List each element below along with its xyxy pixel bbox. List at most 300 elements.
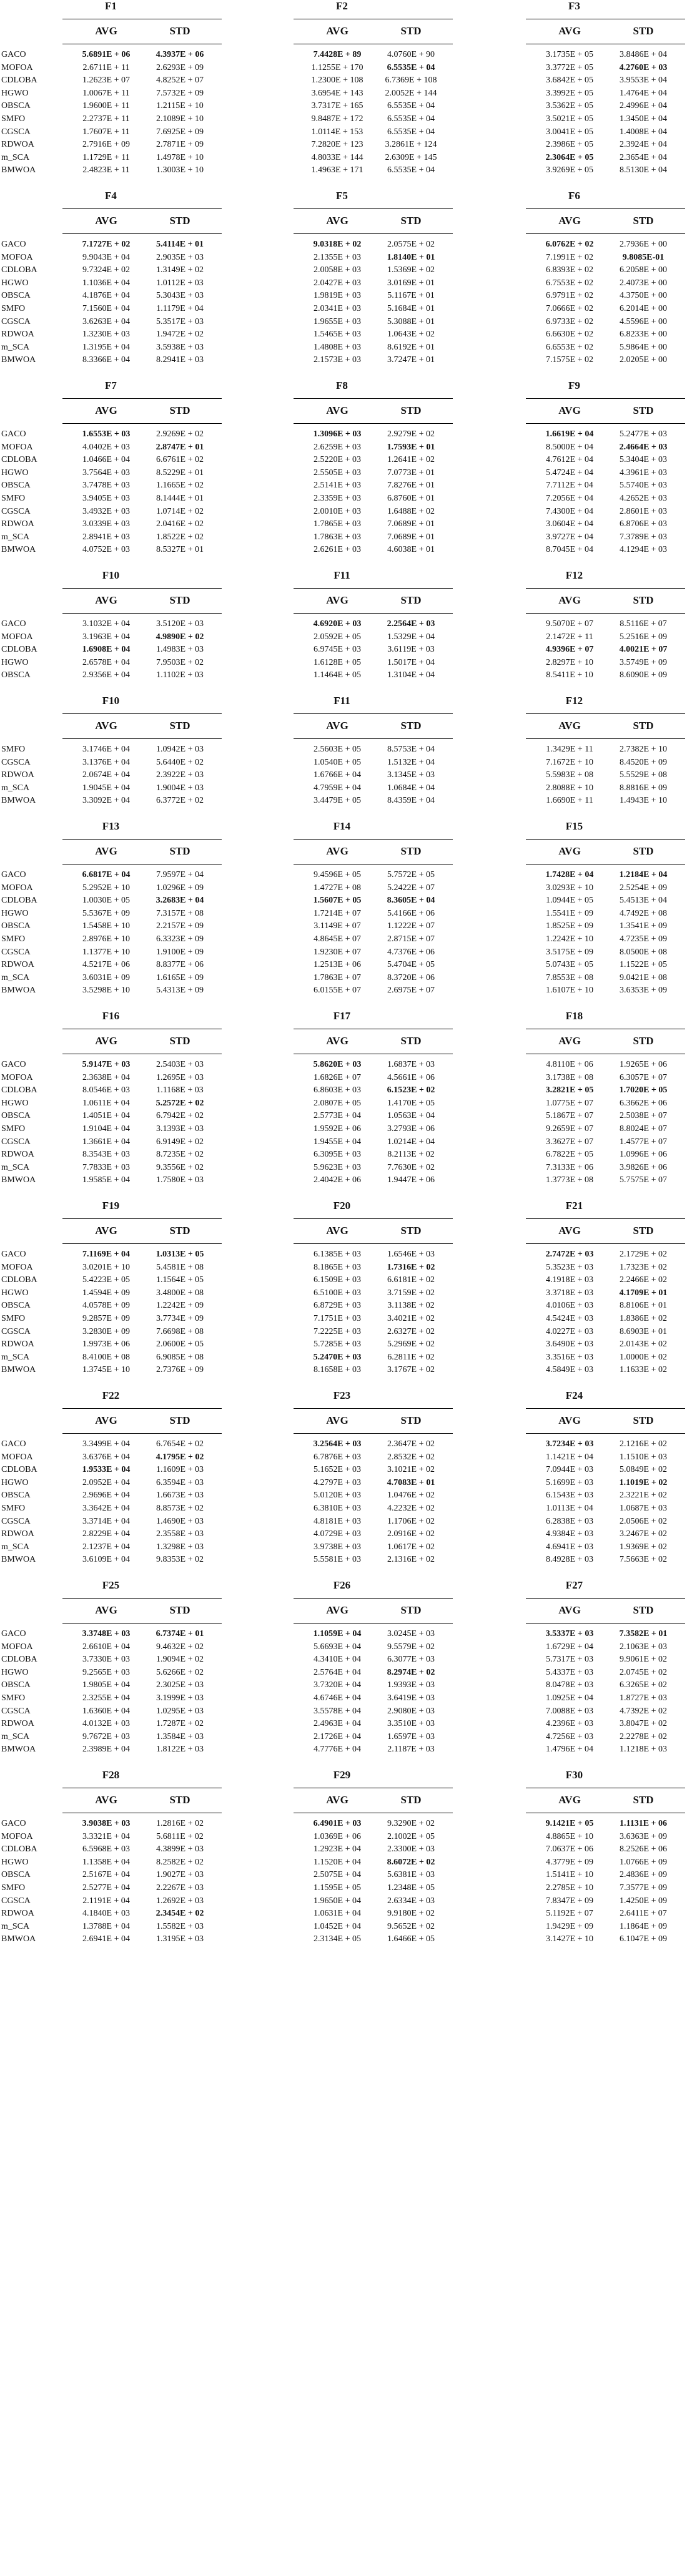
avg-value: 1.6553E + 03 xyxy=(82,429,131,439)
avg-value: 1.1358E + 04 xyxy=(82,1857,130,1867)
avg-value: 2.2785E + 10 xyxy=(546,1883,593,1893)
header-rule xyxy=(294,233,453,234)
avg-value: 1.4796E + 04 xyxy=(546,1745,593,1755)
std-value: 5.9864E + 00 xyxy=(620,342,667,352)
function-group-1 xyxy=(0,0,687,185)
avg-value: 4.9384E + 03 xyxy=(546,1529,593,1539)
function-group-2 xyxy=(0,190,687,375)
std-value: 2.0052E + 144 xyxy=(385,88,437,98)
std-value: 1.1665E + 02 xyxy=(156,481,204,491)
function-title-f18: F18 xyxy=(565,1010,583,1022)
algorithm-label: CGSCA xyxy=(1,506,31,516)
avg-value: 1.6908E + 04 xyxy=(82,645,131,655)
std-value: 1.1218E + 03 xyxy=(620,1745,667,1755)
avg-value: 2.5773E + 04 xyxy=(314,1111,361,1121)
avg-value: 1.6690E + 11 xyxy=(546,796,593,806)
avg-value: 8.4928E + 03 xyxy=(546,1555,593,1565)
avg-value: 6.8603E + 03 xyxy=(314,1085,361,1095)
std-value: 2.4836E + 09 xyxy=(620,1870,667,1880)
avg-value: 3.9038E + 03 xyxy=(82,1819,131,1828)
algorithm-label: m_SCA xyxy=(1,1542,30,1552)
avg-value: 6.6817E + 04 xyxy=(82,870,131,879)
algorithm-label: MOFOA xyxy=(1,1642,33,1652)
avg-value: 1.5607E + 05 xyxy=(313,896,362,906)
avg-value: 1.3195E + 04 xyxy=(82,342,130,352)
top-rule xyxy=(294,1218,453,1219)
std-value: 6.6181E + 02 xyxy=(387,1275,435,1285)
avg-header: AVG xyxy=(95,404,117,416)
avg-value: 1.1729E + 11 xyxy=(82,152,130,162)
function-title-f11: F11 xyxy=(334,695,350,707)
header-rule xyxy=(526,233,685,234)
std-header: STD xyxy=(633,1035,654,1047)
header-rule xyxy=(294,613,453,614)
std-header: STD xyxy=(633,1794,654,1806)
avg-value: 6.0762E + 02 xyxy=(545,240,594,249)
std-value: 1.1609E + 03 xyxy=(156,1465,204,1475)
std-value: 5.4166E + 06 xyxy=(387,908,435,918)
avg-value: 1.5541E + 09 xyxy=(546,908,593,918)
std-value: 3.9826E + 06 xyxy=(620,1162,667,1172)
std-value: 3.8047E + 02 xyxy=(620,1719,667,1729)
std-value: 9.4632E + 02 xyxy=(156,1642,204,1652)
algorithm-label: OBSCA xyxy=(1,481,31,491)
avg-value: 1.7863E + 07 xyxy=(314,972,361,982)
function-title-f29: F29 xyxy=(333,1769,351,1781)
avg-value: 2.3989E + 04 xyxy=(82,1745,130,1755)
std-value: 6.8233E + 00 xyxy=(620,330,667,340)
std-value: 1.0714E + 02 xyxy=(156,506,204,516)
std-value: 3.7159E + 02 xyxy=(387,1288,435,1298)
top-rule xyxy=(62,1598,222,1599)
avg-header: AVG xyxy=(558,594,581,606)
avg-value: 4.8110E + 06 xyxy=(546,1060,593,1069)
std-value: 1.1510E + 03 xyxy=(620,1452,667,1462)
avg-value: 7.2225E + 03 xyxy=(314,1326,361,1336)
avg-header: AVG xyxy=(95,720,117,732)
avg-value: 3.6376E + 04 xyxy=(82,1452,130,1462)
avg-header: AVG xyxy=(558,215,581,227)
std-value: 1.5132E + 04 xyxy=(387,757,435,767)
algorithm-label: m_SCA xyxy=(1,1352,30,1362)
avg-header: AVG xyxy=(95,1225,117,1237)
std-value: 2.3300E + 03 xyxy=(387,1844,435,1854)
std-value: 6.7942E + 02 xyxy=(156,1111,204,1121)
avg-value: 3.3627E + 07 xyxy=(546,1137,593,1147)
algorithm-label: HGWO xyxy=(1,1098,29,1108)
avg-value: 1.3429E + 11 xyxy=(546,745,593,754)
std-value: 2.0143E + 02 xyxy=(620,1339,667,1349)
avg-value: 1.4963E + 171 xyxy=(311,165,363,175)
std-value: 6.5535E + 04 xyxy=(387,127,435,137)
algorithm-label: RDWOA xyxy=(1,1719,34,1729)
std-value: 4.1294E + 03 xyxy=(620,545,667,555)
algorithm-label: MOFOA xyxy=(1,252,33,262)
std-header: STD xyxy=(169,594,190,606)
std-value: 3.2793E + 06 xyxy=(387,1124,435,1134)
std-value: 1.2348E + 05 xyxy=(387,1883,435,1893)
avg-value: 3.5337E + 03 xyxy=(545,1629,594,1638)
std-value: 5.4513E + 04 xyxy=(620,896,667,906)
avg-value: 2.8941E + 03 xyxy=(82,532,130,542)
avg-value: 5.8620E + 03 xyxy=(313,1060,362,1069)
std-value: 1.8386E + 02 xyxy=(620,1314,667,1323)
std-value: 1.9265E + 06 xyxy=(620,1060,667,1069)
header-rule xyxy=(294,1243,453,1244)
std-value: 7.0773E + 01 xyxy=(387,468,435,477)
std-value: 3.1767E + 02 xyxy=(387,1365,435,1375)
std-value: 5.4704E + 05 xyxy=(387,960,435,970)
std-value: 2.0205E + 00 xyxy=(620,355,667,365)
avg-value: 3.7330E + 03 xyxy=(82,1655,130,1665)
avg-value: 5.6891E + 06 xyxy=(82,50,131,59)
avg-header: AVG xyxy=(326,845,348,857)
avg-value: 5.9623E + 03 xyxy=(314,1162,361,1172)
avg-value: 7.1560E + 04 xyxy=(82,304,130,313)
algorithm-label: CDLOBA xyxy=(1,1655,37,1665)
std-value: 2.7936E + 00 xyxy=(620,240,667,249)
avg-value: 6.8729E + 03 xyxy=(314,1301,361,1311)
std-value: 2.4073E + 00 xyxy=(620,278,667,288)
avg-value: 1.9455E + 04 xyxy=(314,1137,361,1147)
avg-header: AVG xyxy=(558,1414,581,1426)
avg-value: 8.5411E + 10 xyxy=(546,670,593,680)
avg-value: 1.9805E + 04 xyxy=(82,1680,130,1690)
avg-value: 6.4901E + 03 xyxy=(313,1819,362,1828)
std-value: 4.0021E + 07 xyxy=(619,645,668,655)
std-value: 7.3577E + 09 xyxy=(620,1883,667,1893)
avg-value: 1.6107E + 10 xyxy=(546,986,593,996)
std-value: 5.2477E + 03 xyxy=(620,429,667,439)
std-value: 8.6090E + 09 xyxy=(620,670,667,680)
top-rule xyxy=(62,588,222,589)
std-value: 6.8760E + 01 xyxy=(387,494,435,503)
function-title-f17: F17 xyxy=(333,1010,351,1022)
std-value: 2.4996E + 04 xyxy=(620,101,667,111)
std-header: STD xyxy=(633,1414,654,1426)
std-value: 1.8727E + 03 xyxy=(620,1693,667,1703)
algorithm-label: GACO xyxy=(1,1629,26,1638)
std-value: 4.7235E + 09 xyxy=(620,934,667,944)
std-value: 8.2582E + 02 xyxy=(156,1857,204,1867)
std-header: STD xyxy=(633,215,654,227)
avg-value: 9.7672E + 03 xyxy=(82,1731,130,1741)
avg-value: 1.0114E + 153 xyxy=(311,127,363,137)
avg-header: AVG xyxy=(558,1225,581,1237)
std-value: 2.3654E + 04 xyxy=(620,152,667,162)
std-value: 7.6698E + 08 xyxy=(156,1326,204,1336)
avg-header: AVG xyxy=(95,25,117,37)
avg-value: 1.3745E + 10 xyxy=(82,1365,130,1375)
algorithm-label: BMWOA xyxy=(1,165,36,175)
avg-value: 1.7428E + 04 xyxy=(545,870,594,879)
top-rule xyxy=(294,398,453,399)
function-title-f7: F7 xyxy=(105,380,117,391)
avg-value: 2.0010E + 03 xyxy=(314,506,361,516)
std-value: 5.4581E + 08 xyxy=(156,1262,204,1272)
std-value: 1.7316E + 02 xyxy=(387,1262,435,1272)
algorithm-label: m_SCA xyxy=(1,1731,30,1741)
std-value: 2.8715E + 07 xyxy=(387,934,435,944)
std-value: 7.5663E + 02 xyxy=(620,1555,667,1565)
algorithm-label: CDLOBA xyxy=(1,455,37,465)
header-rule xyxy=(62,613,222,614)
std-value: 1.4008E + 04 xyxy=(620,127,667,137)
algorithm-label: GACO xyxy=(1,1250,26,1259)
avg-value: 2.0058E + 03 xyxy=(314,265,361,275)
std-value: 1.7593E + 01 xyxy=(387,442,435,452)
avg-value: 2.5603E + 05 xyxy=(314,745,361,754)
algorithm-label: m_SCA xyxy=(1,152,30,162)
std-value: 8.6903E + 01 xyxy=(620,1326,667,1336)
std-value: 1.1864E + 09 xyxy=(620,1921,667,1931)
avg-value: 3.7478E + 03 xyxy=(82,481,130,491)
std-value: 1.0214E + 04 xyxy=(387,1137,435,1147)
std-value: 1.3541E + 09 xyxy=(620,921,667,931)
algorithm-label: RDWOA xyxy=(1,330,34,340)
std-value: 1.8122E + 03 xyxy=(156,1745,204,1755)
algorithm-label: OBSCA xyxy=(1,291,31,301)
std-value: 5.5740E + 03 xyxy=(620,481,667,491)
function-title-f24: F24 xyxy=(565,1389,583,1401)
std-value: 1.0643E + 02 xyxy=(387,330,435,340)
avg-value: 9.9043E + 04 xyxy=(82,252,130,262)
std-value: 7.5732E + 09 xyxy=(156,88,204,98)
std-value: 3.9553E + 04 xyxy=(620,76,667,86)
avg-value: 1.9533E + 04 xyxy=(82,1465,131,1475)
algorithm-label: SMFO xyxy=(1,114,26,124)
std-value: 6.8706E + 03 xyxy=(620,519,667,529)
header-rule xyxy=(526,613,685,614)
algorithm-label: HGWO xyxy=(1,1288,29,1298)
std-header: STD xyxy=(169,215,190,227)
std-value: 2.2267E + 03 xyxy=(156,1883,204,1893)
algorithm-label: OBSCA xyxy=(1,1111,31,1121)
std-value: 7.3789E + 03 xyxy=(620,532,667,542)
std-value: 1.3584E + 03 xyxy=(156,1731,204,1741)
avg-value: 1.1421E + 04 xyxy=(546,1452,593,1462)
std-value: 1.3003E + 10 xyxy=(156,165,204,175)
std-value: 2.0745E + 02 xyxy=(620,1667,667,1677)
std-value: 3.4021E + 02 xyxy=(387,1314,435,1323)
avg-value: 2.7472E + 03 xyxy=(545,1250,594,1259)
top-rule xyxy=(526,1408,685,1409)
avg-value: 1.2300E + 108 xyxy=(311,76,363,86)
avg-value: 1.6766E + 04 xyxy=(314,770,361,780)
avg-value: 5.4337E + 03 xyxy=(546,1667,593,1677)
std-value: 1.8522E + 02 xyxy=(156,532,204,542)
std-value: 4.2760E + 03 xyxy=(619,62,668,72)
std-value: 1.2242E + 09 xyxy=(156,1301,204,1311)
avg-value: 6.2838E + 03 xyxy=(546,1516,593,1526)
algorithm-label: MOFOA xyxy=(1,62,33,72)
avg-value: 4.0578E + 09 xyxy=(82,1301,130,1311)
avg-value: 3.6954E + 143 xyxy=(311,88,363,98)
std-value: 2.8747E + 01 xyxy=(156,442,204,452)
std-value: 2.5254E + 09 xyxy=(620,883,667,893)
std-value: 6.3772E + 02 xyxy=(156,796,204,806)
top-rule xyxy=(526,588,685,589)
std-value: 2.6327E + 02 xyxy=(387,1326,435,1336)
std-value: 2.9080E + 03 xyxy=(387,1706,435,1716)
std-value: 2.3454E + 02 xyxy=(156,1909,204,1919)
avg-value: 7.4428E + 89 xyxy=(313,50,362,59)
std-value: 6.9085E + 08 xyxy=(156,1352,204,1362)
std-value: 6.1047E + 09 xyxy=(620,1934,667,1944)
avg-value: 1.3661E + 04 xyxy=(82,1137,130,1147)
avg-value: 6.1509E + 03 xyxy=(314,1275,361,1285)
avg-value: 1.6360E + 04 xyxy=(82,1706,130,1716)
algorithm-label: GACO xyxy=(1,619,26,629)
std-value: 2.9035E + 03 xyxy=(156,252,204,262)
avg-value: 1.4051E + 04 xyxy=(82,1111,130,1121)
avg-value: 1.3788E + 04 xyxy=(82,1921,130,1931)
avg-value: 2.1355E + 03 xyxy=(314,252,361,262)
algorithm-label: CGSCA xyxy=(1,757,31,767)
header-rule xyxy=(62,423,222,424)
std-header: STD xyxy=(633,1225,654,1237)
avg-value: 1.5458E + 10 xyxy=(82,921,130,931)
std-value: 6.2811E + 02 xyxy=(387,1352,435,1362)
algorithm-label: BMWOA xyxy=(1,1365,36,1375)
avg-value: 4.7776E + 04 xyxy=(314,1745,361,1755)
function-title-f8: F8 xyxy=(336,380,348,391)
avg-value: 6.1543E + 03 xyxy=(546,1491,593,1501)
std-value: 9.3290E + 02 xyxy=(387,1819,435,1828)
avg-value: 1.7214E + 07 xyxy=(314,908,361,918)
avg-value: 6.1385E + 03 xyxy=(314,1250,361,1259)
avg-value: 4.8181E + 03 xyxy=(314,1516,361,1526)
algorithm-label: HGWO xyxy=(1,1477,29,1487)
avg-value: 2.0674E + 04 xyxy=(82,770,130,780)
avg-value: 6.9745E + 03 xyxy=(314,645,361,655)
std-value: 1.7580E + 03 xyxy=(156,1175,204,1185)
avg-value: 2.5141E + 03 xyxy=(314,481,361,491)
algorithm-label: m_SCA xyxy=(1,1921,30,1931)
algorithm-label: GACO xyxy=(1,1439,26,1449)
avg-value: 3.3714E + 04 xyxy=(82,1516,130,1526)
std-value: 2.1089E + 10 xyxy=(156,114,204,124)
function-title-f11: F11 xyxy=(334,569,350,581)
avg-value: 5.3523E + 03 xyxy=(546,1262,593,1272)
avg-value: 3.3499E + 04 xyxy=(82,1439,130,1449)
avg-value: 7.2820E + 123 xyxy=(311,140,363,150)
std-value: 2.1729E + 02 xyxy=(620,1250,667,1259)
algorithm-label: CDLOBA xyxy=(1,76,37,86)
std-value: 5.4114E + 01 xyxy=(156,240,204,249)
std-value: 3.6353E + 09 xyxy=(620,986,667,996)
avg-value: 3.3092E + 04 xyxy=(82,796,130,806)
avg-value: 7.1575E + 02 xyxy=(546,355,593,365)
algorithm-label: OBSCA xyxy=(1,670,31,680)
avg-header: AVG xyxy=(558,25,581,37)
std-header: STD xyxy=(633,594,654,606)
function-title-f12: F12 xyxy=(565,569,583,581)
header-rule xyxy=(526,423,685,424)
std-value: 5.1684E + 01 xyxy=(387,304,435,313)
avg-value: 2.3638E + 04 xyxy=(82,1072,130,1082)
avg-value: 2.8976E + 10 xyxy=(82,934,130,944)
std-header: STD xyxy=(400,1225,422,1237)
avg-value: 1.9230E + 07 xyxy=(314,947,361,957)
std-value: 5.2516E + 09 xyxy=(620,632,667,642)
avg-value: 5.1652E + 03 xyxy=(314,1465,361,1475)
algorithm-label: CGSCA xyxy=(1,316,31,326)
std-value: 1.3104E + 04 xyxy=(387,670,435,680)
avg-value: 2.3255E + 04 xyxy=(82,1693,130,1703)
std-header: STD xyxy=(169,1414,190,1426)
std-value: 1.0112E + 03 xyxy=(156,278,204,288)
std-value: 1.4170E + 05 xyxy=(387,1098,435,1108)
avg-value: 6.5100E + 03 xyxy=(314,1288,361,1298)
avg-value: 4.0402E + 03 xyxy=(82,442,130,452)
avg-value: 1.0369E + 06 xyxy=(314,1831,361,1841)
avg-value: 1.0113E + 04 xyxy=(546,1504,593,1513)
avg-value: 1.0067E + 11 xyxy=(82,88,130,98)
algorithm-label: CGSCA xyxy=(1,947,31,957)
avg-value: 6.0155E + 07 xyxy=(314,986,361,996)
std-value: 2.3558E + 03 xyxy=(156,1529,204,1539)
std-value: 2.2564E + 03 xyxy=(387,619,435,629)
std-header: STD xyxy=(169,1225,190,1237)
avg-value: 6.9733E + 02 xyxy=(546,316,593,326)
avg-value: 1.1520E + 04 xyxy=(314,1857,361,1867)
avg-value: 3.1376E + 04 xyxy=(82,757,130,767)
std-value: 5.5529E + 08 xyxy=(620,770,667,780)
avg-value: 4.5217E + 06 xyxy=(82,960,130,970)
std-header: STD xyxy=(400,720,422,732)
function-title-f28: F28 xyxy=(102,1769,120,1781)
std-value: 6.5535E + 04 xyxy=(387,101,435,111)
std-value: 5.0849E + 02 xyxy=(620,1465,667,1475)
avg-value: 4.5424E + 03 xyxy=(546,1314,593,1323)
avg-value: 2.6711E + 11 xyxy=(82,62,130,72)
std-value: 8.2974E + 02 xyxy=(387,1667,435,1677)
avg-value: 4.1876E + 04 xyxy=(82,291,130,301)
avg-value: 2.6941E + 04 xyxy=(82,1934,130,1944)
avg-value: 2.1573E + 03 xyxy=(314,355,361,365)
avg-value: 1.1464E + 05 xyxy=(314,670,361,680)
std-value: 1.4764E + 04 xyxy=(620,88,667,98)
avg-value: 1.0030E + 05 xyxy=(82,896,130,906)
avg-value: 3.1738E + 08 xyxy=(546,1072,593,1082)
avg-value: 5.6693E + 04 xyxy=(314,1642,361,1652)
avg-value: 4.5849E + 03 xyxy=(546,1365,593,1375)
std-value: 8.5753E + 04 xyxy=(387,745,435,754)
avg-value: 9.2659E + 07 xyxy=(546,1124,593,1134)
algorithm-label: OBSCA xyxy=(1,101,31,111)
avg-value: 2.3359E + 03 xyxy=(314,494,361,503)
std-value: 1.4577E + 07 xyxy=(620,1137,667,1147)
std-value: 2.3221E + 02 xyxy=(620,1491,667,1501)
avg-value: 3.0293E + 10 xyxy=(546,883,593,893)
top-rule xyxy=(294,713,453,714)
std-value: 1.1179E + 04 xyxy=(156,304,204,313)
avg-value: 4.0729E + 03 xyxy=(314,1529,361,1539)
algorithm-label: MOFOA xyxy=(1,632,33,642)
algorithm-label: RDWOA xyxy=(1,770,34,780)
algorithm-label: HGWO xyxy=(1,1857,29,1867)
function-title-f10: F10 xyxy=(102,695,120,707)
algorithm-label: BMWOA xyxy=(1,1555,36,1565)
std-value: 5.3404E + 03 xyxy=(620,455,667,465)
avg-value: 8.0546E + 03 xyxy=(82,1085,130,1095)
std-value: 1.0296E + 09 xyxy=(156,883,204,893)
std-value: 5.6381E + 03 xyxy=(387,1870,435,1880)
avg-value: 7.4300E + 04 xyxy=(546,506,593,516)
algorithm-label: HGWO xyxy=(1,908,29,918)
avg-value: 6.7876E + 03 xyxy=(314,1452,361,1462)
